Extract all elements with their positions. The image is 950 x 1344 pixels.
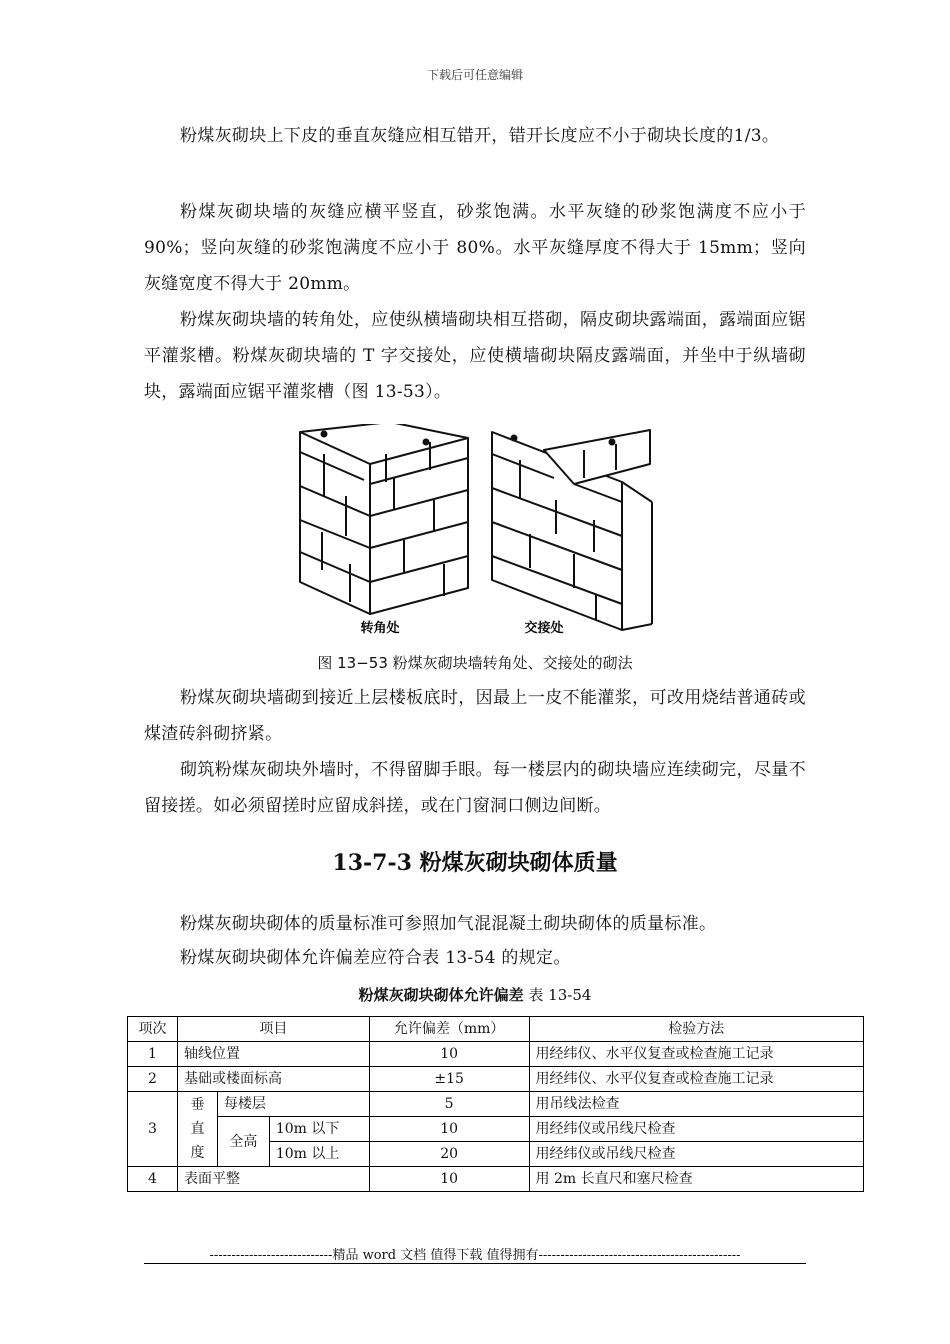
paragraph-mortar-joints: 粉煤灰砌块墙的灰缝应横平竖直，砂浆饱满。水平灰缝的砂浆饱满度不应小于 90%；竖向灰缝的砂浆饱满度不应小于 80%。水平灰缝厚度不得大于 15mm；竖向灰缝宽度不得大于 20mm。 <box>144 202 806 294</box>
figure-caption: 图 13−53 粉煤灰砌块墙转角处、交接处的砌法 <box>317 654 633 672</box>
footer-text: ----------------------------精品 word 文档 值得下载 值得拥有---------------------------------------------- <box>209 1248 741 1263</box>
cell-item: 基础或楼面标高 <box>177 1067 369 1092</box>
cell-tolerance: 20 <box>369 1142 529 1167</box>
cell-tolerance: 10 <box>369 1117 529 1142</box>
paragraph-corner-bonding: 粉煤灰砌块墙的转角处，应使纵横墙砌块相互搭砌，隔皮砌块露端面，露端面应锯平灌浆槽。粉煤灰砌块墙的 T 字交接处，应使横墙砌块隔皮露端面，并坐中于纵墙砌块，露端面应锯平灌浆槽（图 13-53）。 <box>144 310 806 402</box>
cell-no: 3 <box>128 1092 178 1167</box>
cell-no: 2 <box>128 1067 178 1092</box>
wall-bonding-figure <box>294 424 660 640</box>
cell-method: 用 2m 长直尺和塞尺检查 <box>529 1167 863 1192</box>
table-row <box>128 1067 864 1092</box>
cell-no: 1 <box>128 1042 178 1067</box>
table-header-row <box>128 1017 864 1042</box>
t-junction-wall-drawing <box>492 430 652 630</box>
figure-label-corner: 转角处 <box>360 621 400 636</box>
table-row <box>128 1167 864 1192</box>
cell-method: 用吊线法检查 <box>529 1092 863 1117</box>
header-method: 检验方法 <box>529 1017 863 1042</box>
table-title-number: 表 13-54 <box>528 986 592 1004</box>
cell-item: 表面平整 <box>177 1167 369 1192</box>
header-note: 下载后可任意编辑 <box>426 68 523 82</box>
paragraph-exterior-wall: 砌筑粉煤灰砌块外墙时，不得留脚手眼。每一楼层内的砌块墙应连续砌完，尽量不留接搓。如必须留搓时应留成斜搓，或在门窗洞口侧边间断。 <box>144 760 806 816</box>
footer-rule <box>144 1263 806 1264</box>
cell-item: 每楼层 <box>217 1092 369 1117</box>
cell-tolerance: 5 <box>369 1092 529 1117</box>
cell-full-height: 全高 <box>217 1117 269 1167</box>
figure-label-junction: 交接处 <box>524 621 564 636</box>
cell-method: 用经纬仪、水平仪复查或检查施工记录 <box>529 1042 863 1067</box>
header-tolerance: 允许偏差（mm） <box>369 1017 529 1042</box>
table-row <box>128 1042 864 1067</box>
tolerance-table <box>127 1016 864 1192</box>
cell-tolerance: 10 <box>369 1167 529 1192</box>
verticality-char: 直 <box>190 1121 205 1137</box>
cell-method: 用经纬仪或吊线尺检查 <box>529 1142 863 1167</box>
section-title: 13-7-3 粉煤灰砌块砌体质量 <box>332 850 618 876</box>
table-row <box>128 1117 864 1142</box>
paragraph-vertical-joints: 粉煤灰砌块上下皮的垂直灰缝应相互错开，错开长度应不小于砌块长度的1/3。 <box>180 126 780 146</box>
paragraph-deviation-rule: 粉煤灰砌块砌体允许偏差应符合表 13-54 的规定。 <box>180 948 571 968</box>
header-item: 项目 <box>177 1017 369 1042</box>
table-title-main: 粉煤灰砌块砌体允许偏差 <box>358 986 524 1004</box>
cell-item: 轴线位置 <box>177 1042 369 1067</box>
cell-method: 用经纬仪、水平仪复查或检查施工记录 <box>529 1067 863 1092</box>
paragraph-top-course: 粉煤灰砌块墙砌到接近上层楼板底时，因最上一皮不能灌浆，可改用烧结普通砖或煤渣砖斜砌挤紧。 <box>144 688 806 744</box>
verticality-char: 垂 <box>190 1097 205 1113</box>
table-row <box>128 1092 864 1117</box>
paragraph-quality-standard: 粉煤灰砌块砌体的质量标准可参照加气混混凝土砌块砌体的质量标准。 <box>180 914 717 934</box>
cell-no: 4 <box>128 1167 178 1192</box>
verticality-char: 度 <box>190 1145 205 1161</box>
corner-wall-drawing <box>300 424 468 614</box>
cell-method: 用经纬仪或吊线尺检查 <box>529 1117 863 1142</box>
cell-tolerance: ±15 <box>369 1067 529 1092</box>
table-title <box>0 984 950 1005</box>
cell-tolerance: 10 <box>369 1042 529 1067</box>
cell-item: 10m 以下 <box>269 1117 369 1142</box>
cell-item: 10m 以上 <box>269 1142 369 1167</box>
cell-verticality-group <box>177 1092 217 1167</box>
header-no: 项次 <box>128 1017 178 1042</box>
